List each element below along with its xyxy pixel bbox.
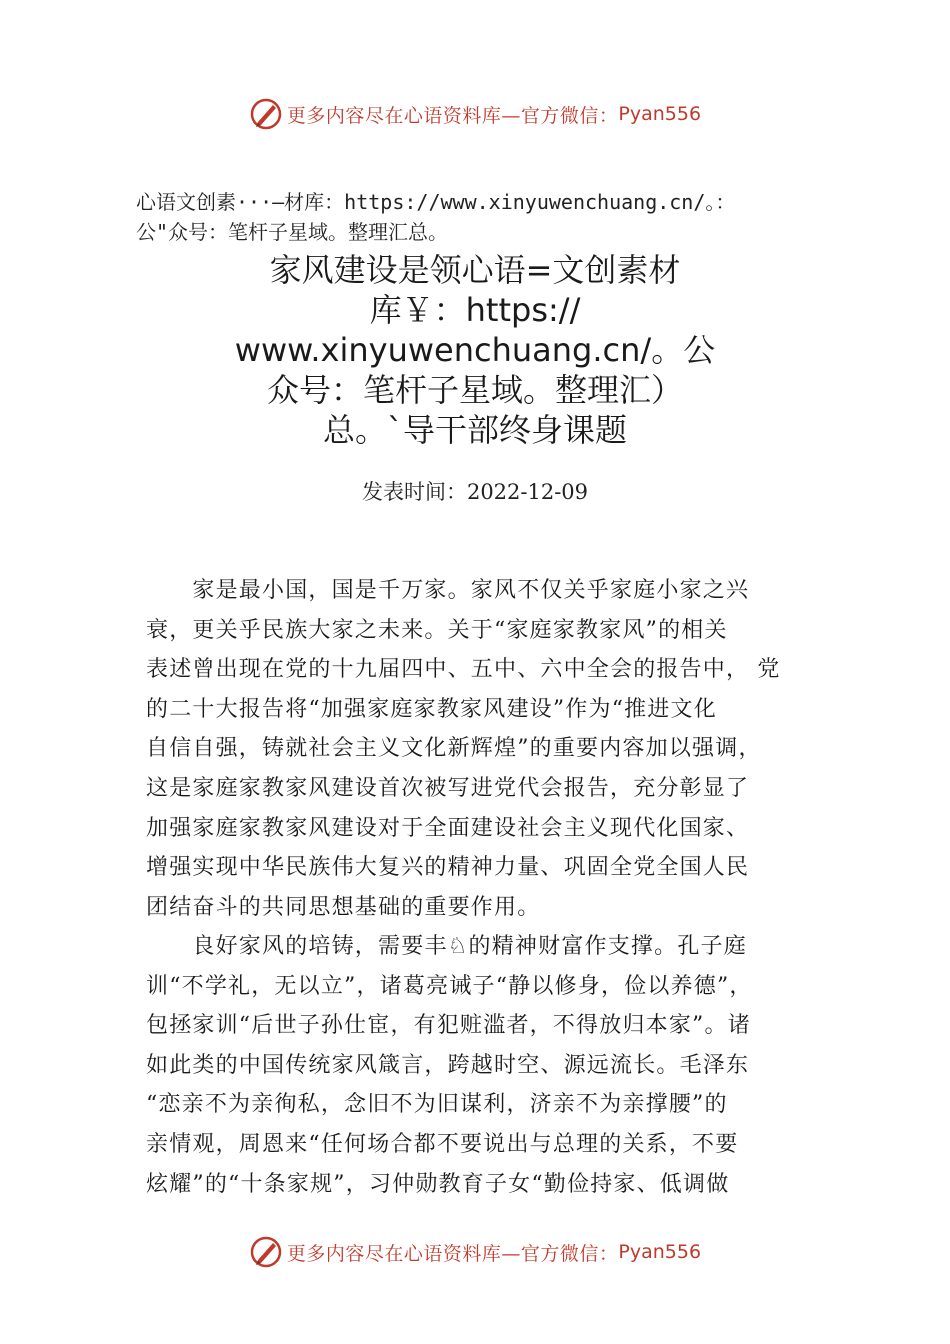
text-line: 增强实现中华民族伟大复兴的精神力量、巩固全党全国人民 [146, 855, 750, 881]
paragraph-2 [146, 927, 816, 1204]
text-line: 表述曾出现在党的十九届四中、五中、六中全会的报告中， 党 [146, 657, 781, 683]
banner-text: 更多内容尽在心语资料库—官方微信： [286, 1242, 619, 1265]
text-line: 如此类的中国传统家风箴言，跨越时空、源远流长。毛泽东 [146, 1052, 750, 1078]
banner-wechat-id: Pyan556 [618, 103, 702, 125]
paragraph-1 [146, 571, 816, 927]
source-line-1: 心语文创素···—材库：https://www.xinyuwenchuang.cn/。： [136, 190, 736, 214]
text-line: 训“不学礼，无以立”，诸葛亮诫子“静以修身，俭以养德”， [146, 973, 753, 999]
text-line: 的二十大报告将“加强家庭家教家风建设”作为“推进文化 [146, 696, 717, 722]
header-banner [0, 94, 950, 134]
text-line: 炫耀”的“十条家规”，习仲勋教育子女“勤俭持家、低调做 [146, 1171, 730, 1197]
pen-logo-icon [249, 1235, 283, 1269]
title-line: 总。`导干部终身课题 [322, 411, 627, 449]
text-line: 衰，更关乎民族大家之未来。关于“家庭家教家风”的相关 [146, 617, 728, 643]
footer-banner [0, 1232, 950, 1272]
text-line: 包拯家训“后世子孙仕宦，有犯赃滥者，不得放归本家”。诸 [146, 1013, 751, 1039]
text-line: 加强家庭家教家风建设对于全面建设社会主义现代化国家、 [146, 815, 750, 841]
publish-date: 2022-12-09 [466, 480, 589, 504]
pen-logo-icon [249, 97, 283, 131]
text-line: 团结奋斗的共同思想基础的重要作用。 [146, 894, 541, 920]
banner-text: 更多内容尽在心语资料库—官方微信： [286, 104, 619, 127]
publish-label: 发表时间： [361, 480, 467, 504]
source-line-2: 公"众号：笔杆子星域。整理汇总。 [136, 220, 449, 244]
title-line: 库￥：https:// [369, 291, 581, 329]
text-line: 家是最小国，国是千万家。家风不仅关乎家庭小家之兴 [146, 578, 750, 603]
page-title [175, 250, 775, 450]
banner-wechat-id: Pyan556 [618, 1241, 702, 1263]
title-line: 家风建设是领心语=文创素材 [269, 251, 681, 289]
text-line: 自信自强，铸就社会主义文化新辉煌”的重要内容加以强调， [146, 736, 762, 762]
text-line: “恋亲不为亲徇私，念旧不为旧谋利，济亲不为亲撑腰”的 [146, 1092, 728, 1118]
text-line: 亲情观，周恩来“任何场合都不要说出与总理的关系，不要 [146, 1131, 739, 1157]
title-line: www.xinyuwenchuang.cn/。公 [234, 331, 716, 369]
title-line: 众号：笔杆子星域。整理汇） [266, 371, 683, 409]
text-line: 良好家风的培铸，需要丰♘的精神财富作支撑。孔子庭 [146, 934, 747, 959]
text-line: 这是家庭家教家风建设首次被写进党代会报告，充分彰显了 [146, 775, 750, 801]
publish-time [0, 476, 950, 506]
